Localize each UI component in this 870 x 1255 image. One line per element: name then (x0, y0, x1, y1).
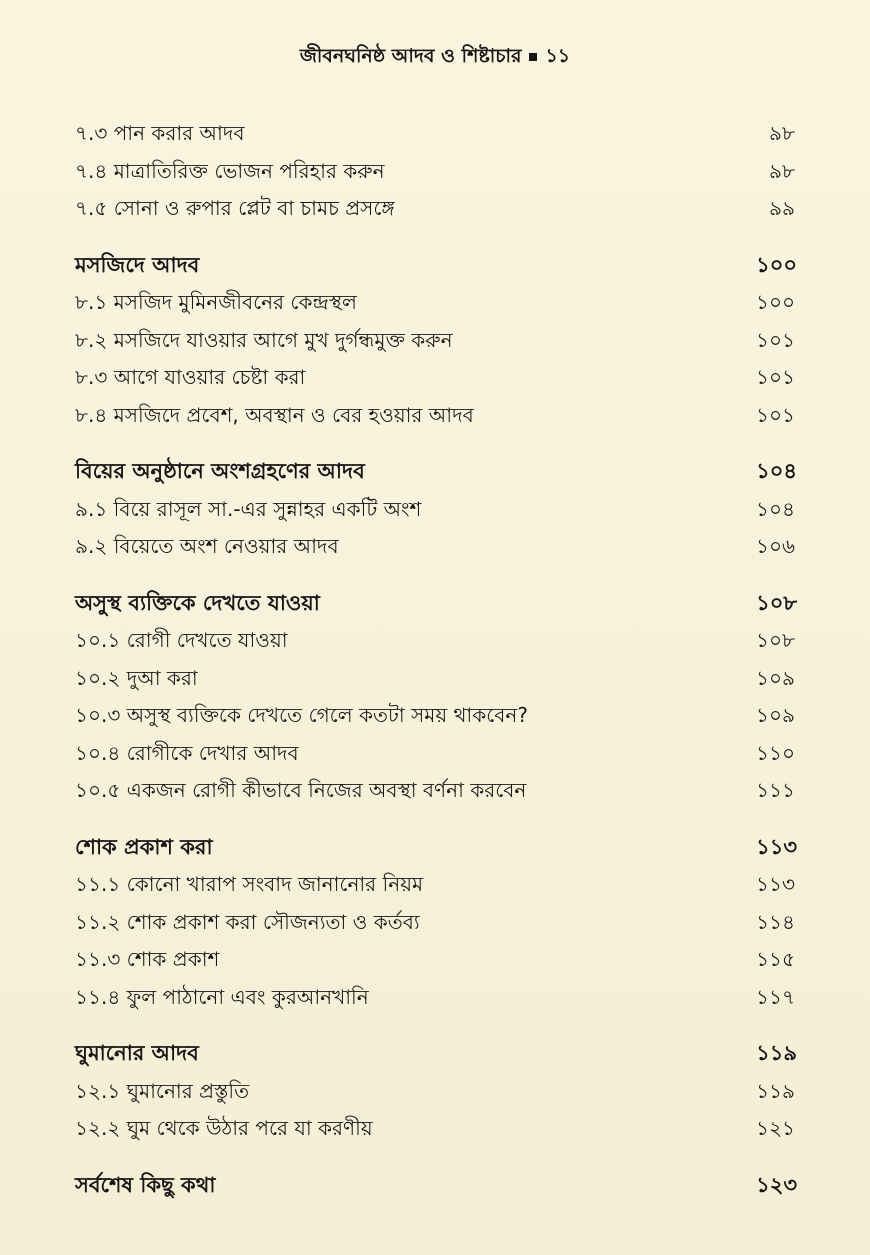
toc-item-row (75, 491, 795, 529)
page-number: ১১৩ (756, 872, 795, 896)
page-number: ৯৮ (769, 121, 795, 145)
toc-item-row (75, 979, 795, 1017)
item-title: ৭.৩ পান করার আদব (75, 121, 245, 145)
toc-chapter-row (75, 1167, 795, 1205)
item-title: ১১.৪ ফুল পাঠানো এবং কুরআনখানি (75, 984, 369, 1009)
item-title: ৯.১ বিয়ে রাসূল সা.-এর সুন্নাহর একটি অংশ (75, 496, 422, 521)
toc-chapter-row (75, 829, 795, 867)
item-title: ৯.২ বিয়েতে অংশ নেওয়ার আদব (75, 534, 339, 558)
item-title: ৭.৪ মাত্রাতিরিক্ত ভোজন পরিহার করুন (75, 158, 385, 183)
page-number: ১০১ (756, 327, 795, 352)
item-title: ১০.৫ একজন রোগী কীভাবে নিজের অবস্থা বর্ণনা করবেন (75, 778, 527, 802)
item-title: ৮.২ মসজিদে যাওয়ার আগে মুখ দুর্গন্ধমুক্ত করুন (75, 327, 453, 352)
item-title: ১১.৩ শোক প্রকাশ (75, 947, 220, 971)
page-number: ১০০ (756, 252, 797, 277)
header-page-number: ১১ (545, 45, 571, 67)
item-title: ১১.২ শোক প্রকাশ করা সৌজন্যতা ও কর্তব্য (75, 909, 420, 934)
header-title: জীবনঘনিষ্ঠ আদব ও শিষ্টাচার (299, 45, 522, 67)
page-number: ১০৪ (756, 496, 795, 521)
toc-item-row (75, 772, 795, 810)
page-number: ১১৫ (756, 947, 795, 971)
page-number: ১১৪ (756, 909, 795, 934)
chapter-title: শোক প্রকাশ করা (75, 834, 213, 859)
toc-item-row (75, 1110, 795, 1148)
item-title: ৮.১ মসজিদ মুমিনজীবনের কেন্দ্রস্থল (75, 290, 357, 314)
square-bullet-icon (529, 53, 537, 61)
toc-item-row (75, 284, 795, 322)
page-number: ১০৪ (756, 459, 797, 483)
toc-chapter-row (75, 453, 795, 491)
toc-item-row (75, 660, 795, 698)
toc-item-row (75, 941, 795, 979)
page-number: ১১৩ (756, 834, 797, 859)
toc-item-row (75, 397, 795, 435)
page-number: ১০৯ (756, 665, 795, 690)
item-title: ৮.৩ আগে যাওয়ার চেষ্টা করা (75, 365, 306, 389)
item-title: ১০.৪ রোগীকে দেখার আদব (75, 740, 299, 765)
toc-item-row (75, 697, 795, 735)
page-number: ১০১ (756, 365, 795, 389)
toc-item-row (75, 904, 795, 942)
page-number: ১০১ (756, 402, 795, 427)
toc-chapter-row (75, 585, 795, 623)
page-number: ১১৯ (756, 1041, 797, 1065)
section-gap (75, 1016, 795, 1035)
page-number: ১১১ (756, 778, 795, 802)
page-number: ৯৯ (769, 196, 795, 220)
item-title: ১২.১ ঘুমানোর প্রস্তুতি (75, 1078, 250, 1103)
toc-chapter-row (75, 1035, 795, 1073)
toc-item-row (75, 528, 795, 566)
toc-item-row (75, 359, 795, 397)
toc-item-row (75, 190, 795, 228)
section-gap (75, 434, 795, 453)
page-number: ১২৩ (756, 1172, 797, 1197)
running-header (0, 42, 870, 74)
page-number: ১০৬ (756, 534, 795, 558)
chapter-title: অসুস্থ ব্যক্তিকে দেখতে যাওয়া (75, 590, 320, 615)
page-number: ৯৮ (769, 158, 795, 183)
chapter-title: ঘুমানোর আদব (75, 1041, 199, 1065)
page-number: ১০৮ (756, 628, 795, 652)
toc-item-row (75, 622, 795, 660)
item-title: ১০.২ দুআ করা (75, 665, 198, 690)
section-gap (75, 1148, 795, 1167)
chapter-title: বিয়ের অনুষ্ঠানে অংশগ্রহণের আদব (75, 459, 365, 483)
section-gap (75, 566, 795, 585)
table-of-contents (75, 115, 795, 1204)
page-number: ১০৮ (756, 590, 797, 615)
section-gap (75, 228, 795, 247)
toc-item-row (75, 153, 795, 191)
item-title: ১১.১ কোনো খারাপ সংবাদ জানানোর নিয়ম (75, 872, 424, 896)
chapter-title: মসজিদে আদব (75, 252, 200, 277)
item-title: ১০.৩ অসুস্থ ব্যক্তিকে দেখতে গেলে কতটা সময় থাকবেন? (75, 703, 528, 727)
toc-item-row (75, 866, 795, 904)
toc-item-row (75, 1073, 795, 1111)
page-number: ১০৯ (756, 703, 795, 727)
toc-item-row (75, 322, 795, 360)
item-title: ৮.৪ মসজিদে প্রবেশ, অবস্থান ও বের হওয়ার আদব (75, 402, 474, 427)
page-number: ১১০ (756, 740, 795, 765)
page-number: ১১৯ (756, 1078, 795, 1103)
toc-chapter-row (75, 247, 795, 285)
section-gap (75, 810, 795, 829)
page-number: ১০০ (756, 290, 795, 314)
page-number: ১২১ (756, 1116, 795, 1140)
item-title: ১২.২ ঘুম থেকে উঠার পরে যা করণীয় (75, 1116, 373, 1140)
item-title: ৭.৫ সোনা ও রুপার প্লেট বা চামচ প্রসঙ্গে (75, 196, 395, 220)
toc-item-row (75, 115, 795, 153)
item-title: ১০.১ রোগী দেখতে যাওয়া (75, 628, 288, 652)
toc-item-row (75, 735, 795, 773)
page-number: ১১৭ (756, 984, 795, 1009)
chapter-title: সর্বশেষ কিছু কথা (75, 1172, 216, 1197)
